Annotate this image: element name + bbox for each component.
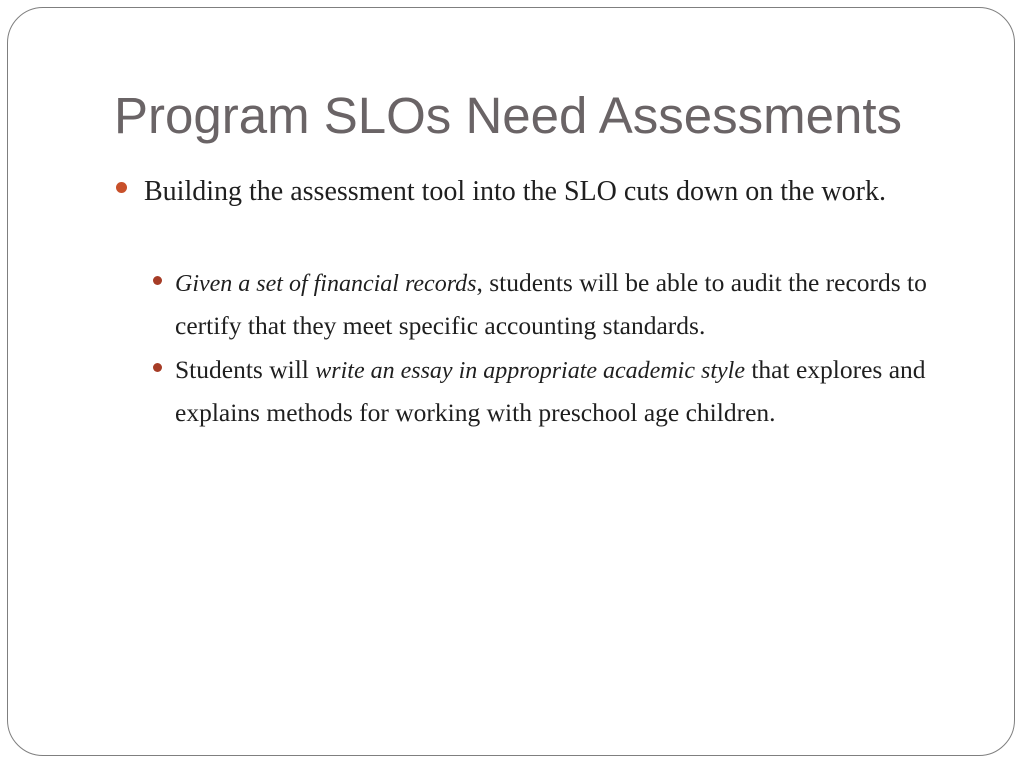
sub-bullet-essay [175,349,965,433]
sub-bullet-italic-phrase: Given a set of financial records [175,271,477,297]
slide-title: Program SLOs Need Assessments [114,87,902,144]
sub-bullet-italic-phrase: write an essay in appropriate academic style [315,358,745,384]
sub-bullet-text-after: that explores and explains methods for working with preschool age children. [175,355,926,427]
sub-bullet-financial-records [175,262,965,346]
sub-bullet-text: , students will be able to audit the records to certify that they meet specific accounting standards. [175,268,927,340]
sub-bullet-dot-icon [153,276,162,285]
bullet-main: Building the assessment tool into the SLO cuts down on the work. [144,176,886,207]
sub-bullet-dot-icon [153,363,162,372]
bullet-dot-icon [116,182,127,193]
sub-bullet-text-before: Students will [175,355,316,384]
